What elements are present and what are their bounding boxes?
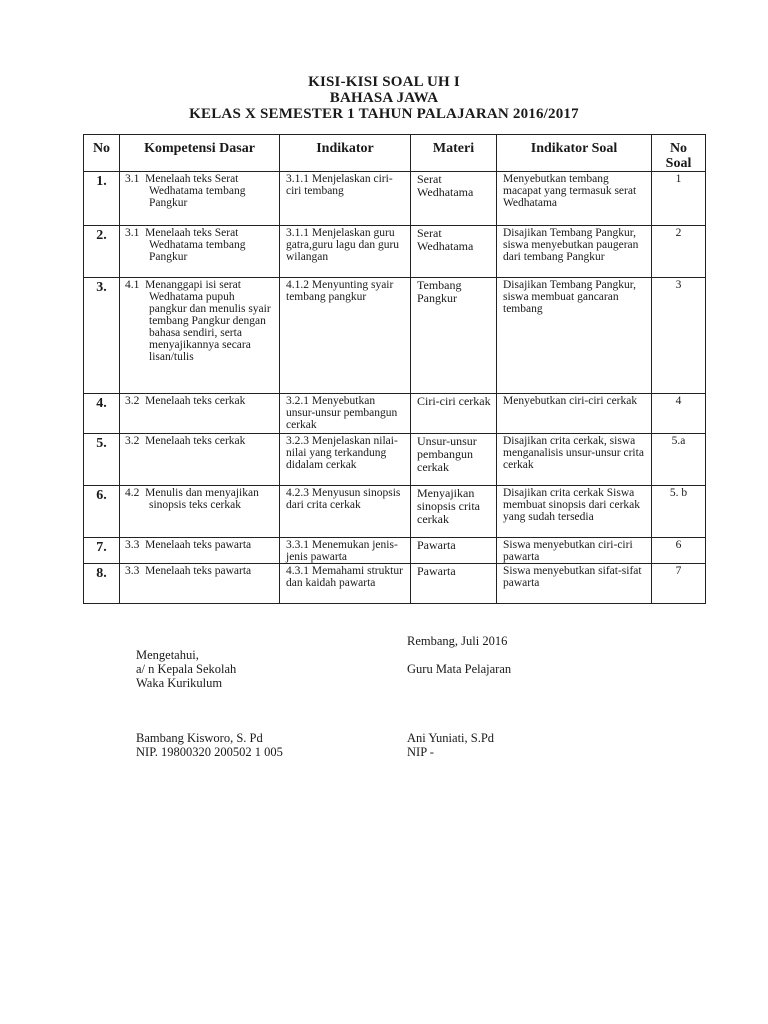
row-kompetensi-dasar bbox=[120, 226, 280, 278]
row-indikator: 3.2.3 Menjelaskan nilai-nilai yang terkandung didalam cerkak bbox=[280, 434, 411, 486]
kd-text: 3.1 Menelaah teks Serat Wedhatama tembang Pangkur bbox=[125, 227, 249, 263]
row-indikator: 3.1.1 Menjelaskan guru gatra,guru lagu dan guru wilangan bbox=[280, 226, 411, 278]
left-signature-block bbox=[136, 648, 236, 690]
row-kompetensi-dasar bbox=[120, 486, 280, 538]
row-materi: Serat Wedhatama bbox=[411, 172, 497, 226]
row-kompetensi-dasar bbox=[120, 564, 280, 604]
row-indikator-soal: Siswa menyebutkan sifat-sifat pawarta bbox=[497, 564, 652, 604]
kd-text: 4.1 Menanggapi isi serat Wedhatama pupuh pangkur dan menulis syair tembang Pangkur dengan bahasa sendiri, serta menyajikannya secara lisan/tulis bbox=[125, 279, 274, 363]
kepala-sekolah-label: a/ n Kepala Sekolah bbox=[136, 662, 237, 676]
row-kompetensi-dasar bbox=[120, 172, 280, 226]
row-indikator: 4.2.3 Menyusun sinopsis dari crita cerkak bbox=[280, 486, 411, 538]
left-signatory bbox=[136, 731, 283, 759]
row-indikator-soal: Disajikan Tembang Pangkur, siswa menyebutkan paugeran dari tembang Pangkur bbox=[497, 226, 652, 278]
row-materi: Unsur-unsur pembangun cerkak bbox=[411, 434, 497, 486]
row-materi: Tembang Pangkur bbox=[411, 278, 497, 394]
document-title bbox=[0, 74, 768, 122]
right-signatory-nip: NIP - bbox=[407, 745, 434, 759]
kd-text: 4.2 Menulis dan menyajikan sinopsis teks cerkak bbox=[125, 487, 262, 511]
guru-mata-pelajaran-label: Guru Mata Pelajaran bbox=[407, 662, 512, 676]
header-indikator-soal: Indikator Soal bbox=[497, 135, 652, 172]
header-no-soal-line2: Soal bbox=[665, 156, 692, 171]
table-row bbox=[84, 172, 706, 226]
row-indikator: 3.3.1 Menemukan jenis-jenis pawarta bbox=[280, 538, 411, 564]
right-signatory-name: Ani Yuniati, S.Pd bbox=[407, 731, 495, 745]
row-no-soal: 5. b bbox=[652, 486, 706, 538]
title-line-2: BAHASA JAWA bbox=[329, 90, 439, 106]
row-no-soal: 7 bbox=[652, 564, 706, 604]
row-kompetensi-dasar bbox=[120, 278, 280, 394]
row-indikator-soal: Disajikan Tembang Pangkur, siswa membuat gancaran tembang bbox=[497, 278, 652, 394]
header-indikator: Indikator bbox=[280, 135, 411, 172]
table-row bbox=[84, 434, 706, 486]
row-materi: Pawarta bbox=[411, 538, 497, 564]
table-row bbox=[84, 226, 706, 278]
table-row bbox=[84, 278, 706, 394]
row-no-soal: 3 bbox=[652, 278, 706, 394]
row-indikator-soal: Disajikan crita cerkak Siswa membuat sinopsis dari cerkak yang sudah tersedia bbox=[497, 486, 652, 538]
table-row bbox=[84, 486, 706, 538]
header-no-soal bbox=[652, 135, 706, 172]
row-number: 6. bbox=[84, 486, 120, 538]
row-kompetensi-dasar bbox=[120, 434, 280, 486]
row-kompetensi-dasar bbox=[120, 394, 280, 434]
left-signatory-nip: NIP. 19800320 200502 1 005 bbox=[136, 745, 283, 759]
row-indikator: 4.3.1 Memahami struktur dan kaidah pawarta bbox=[280, 564, 411, 604]
row-indikator-soal: Disajikan crita cerkak, siswa menganalisis unsur-unsur crita cerkak bbox=[497, 434, 652, 486]
kd-text: 3.3 Menelaah teks pawarta bbox=[125, 539, 252, 551]
row-indikator-soal: Menyebutkan tembang macapat yang termasuk serat Wedhatama bbox=[497, 172, 652, 226]
row-indikator: 4.1.2 Menyunting syair tembang pangkur bbox=[280, 278, 411, 394]
table-row bbox=[84, 538, 706, 564]
header-no: No bbox=[84, 135, 120, 172]
row-no-soal: 6 bbox=[652, 538, 706, 564]
kd-text: 3.3 Menelaah teks pawarta bbox=[125, 565, 252, 577]
row-no-soal: 2 bbox=[652, 226, 706, 278]
row-number: 4. bbox=[84, 394, 120, 434]
row-indikator-soal: Menyebutkan ciri-ciri cerkak bbox=[497, 394, 652, 434]
row-kompetensi-dasar bbox=[120, 538, 280, 564]
waka-kurikulum-label: Waka Kurikulum bbox=[136, 676, 223, 690]
row-indikator-soal: Siswa menyebutkan ciri-ciri pawarta bbox=[497, 538, 652, 564]
table-row bbox=[84, 394, 706, 434]
left-signatory-name: Bambang Kisworo, S. Pd bbox=[136, 731, 263, 745]
row-number: 1. bbox=[84, 172, 120, 226]
kd-text: 3.1 Menelaah teks Serat Wedhatama tembang Pangkur bbox=[125, 173, 249, 209]
row-number: 8. bbox=[84, 564, 120, 604]
row-materi: Serat Wedhatama bbox=[411, 226, 497, 278]
row-number: 2. bbox=[84, 226, 120, 278]
row-no-soal: 4 bbox=[652, 394, 706, 434]
row-number: 5. bbox=[84, 434, 120, 486]
mengetahui-label: Mengetahui, bbox=[136, 648, 199, 662]
header-kompetensi-dasar: Kompetensi Dasar bbox=[120, 135, 280, 172]
kisi-kisi-table bbox=[83, 134, 706, 604]
table-header-row bbox=[84, 135, 706, 172]
row-no-soal: 5.a bbox=[652, 434, 706, 486]
row-materi: Pawarta bbox=[411, 564, 497, 604]
row-materi: Menyajikan sinopsis crita cerkak bbox=[411, 486, 497, 538]
kd-text: 3.2 Menelaah teks cerkak bbox=[125, 435, 246, 447]
row-number: 7. bbox=[84, 538, 120, 564]
title-line-3: KELAS X SEMESTER 1 TAHUN PALAJARAN 2016/2017 bbox=[189, 106, 579, 122]
table-row bbox=[84, 564, 706, 604]
row-materi: Ciri-ciri cerkak bbox=[411, 394, 497, 434]
header-no-soal-line1: No bbox=[669, 141, 688, 156]
header-materi: Materi bbox=[411, 135, 497, 172]
title-line-1: KISI-KISI SOAL UH I bbox=[308, 74, 460, 90]
row-no-soal: 1 bbox=[652, 172, 706, 226]
place-date: Rembang, Juli 2016 bbox=[407, 634, 508, 648]
row-number: 3. bbox=[84, 278, 120, 394]
right-signatory bbox=[407, 731, 494, 759]
row-indikator: 3.2.1 Menyebutkan unsur-unsur pembangun cerkak bbox=[280, 394, 411, 434]
kd-text: 3.2 Menelaah teks cerkak bbox=[125, 395, 246, 407]
row-indikator: 3.1.1 Menjelaskan ciri-ciri tembang bbox=[280, 172, 411, 226]
